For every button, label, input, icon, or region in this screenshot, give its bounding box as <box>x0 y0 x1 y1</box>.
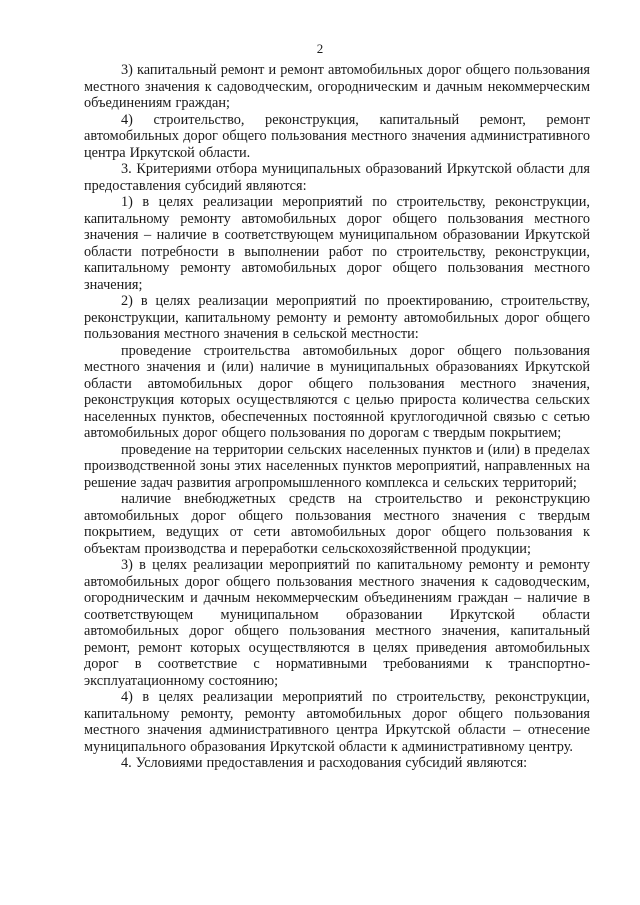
document-body <box>84 62 590 772</box>
paragraph-section-3-criteria: 3. Критериями отбора муниципальных образований Иркутской области для предоставления субсидий являются: <box>84 161 590 194</box>
page-number: 2 <box>316 41 324 56</box>
paragraph-item-4-admin-center-roads: 4) строительство, реконструкция, капитальный ремонт, ремонт автомобильных дорог общего пользования местного значения административного центра Иркутской области. <box>84 111 590 161</box>
paragraph-criterion-3: 3) в целях реализации мероприятий по капитальному ремонту и ремонту автомобильных дорог общего пользования местного значения к садоводческим, огородническим и дачным некоммерческим объединениям граждан – наличие в соответствующем муниципальном образовании Иркутской области автомобильных дорог общего пользования местного значения, капитальный ремонт, ремонт которых осуществляются в целях приведения автомобильных дорог в соответствие с нормативными требованиями к транспортно-эксплуатационному состоянию; <box>84 557 590 689</box>
paragraph-criterion-1: 1) в целях реализации мероприятий по строительству, реконструкции, капитальному ремонту автомобильных дорог общего пользования местного значения – наличие в соответствующем муниципальном образовании Иркутской области потребности в выполнении работ по строительству, реконструкции, капитальному ремонту автомобильных дорог общего пользования местного значения; <box>84 194 590 293</box>
paragraph-item-3-gardening-roads: 3) капитальный ремонт и ремонт автомобильных дорог общего пользования местного значения к садоводческим, огородническим и дачным некоммерческим объединениям граждан; <box>84 62 590 111</box>
paragraph-criterion-2-territory: проведение на территории сельских населенных пунктов и (или) в пределах производственной зоны этих населенных пунктов мероприятий, направленных на решение задач развития агропромышленного комплекса и сельских территорий; <box>84 441 590 491</box>
paragraph-criterion-2: 2) в целях реализации мероприятий по проектированию, строительству, реконструкции, капитальному ремонту и ремонту автомобильных дорог общего пользования местного значения в сельской местности: <box>84 293 590 342</box>
paragraph-criterion-2-extrabudgetary: наличие внебюджетных средств на строительство и реконструкцию автомобильных дорог общего пользования местного значения с твердым покрытием, ведущих от сети автомобильных дорог общего пользования к объектам производства и переработки сельскохозяйственной продукции; <box>84 491 590 557</box>
paragraph-criterion-2-construction: проведение строительства автомобильных дорог общего пользования местного значения и (или) наличие в муниципальных образованиях Иркутской области автомобильных дорог общего пользования местного значения, реконструкция которых осуществляются с целью прироста количества сельских населенных пунктов, обеспеченных постоянной круглогодичной связью с сетью автомобильных дорог общего пользования по дорогам с твердым покрытием; <box>84 342 590 441</box>
paragraph-criterion-4: 4) в целях реализации мероприятий по строительству, реконструкции, капитальному ремонту, ремонту автомобильных дорог общего пользования местного значения административного центра Иркутской области – отнесение муниципального образования Иркутской области к административному центру. <box>84 689 590 755</box>
paragraph-section-4-conditions: 4. Условиями предоставления и расходования субсидий являются: <box>121 755 528 771</box>
